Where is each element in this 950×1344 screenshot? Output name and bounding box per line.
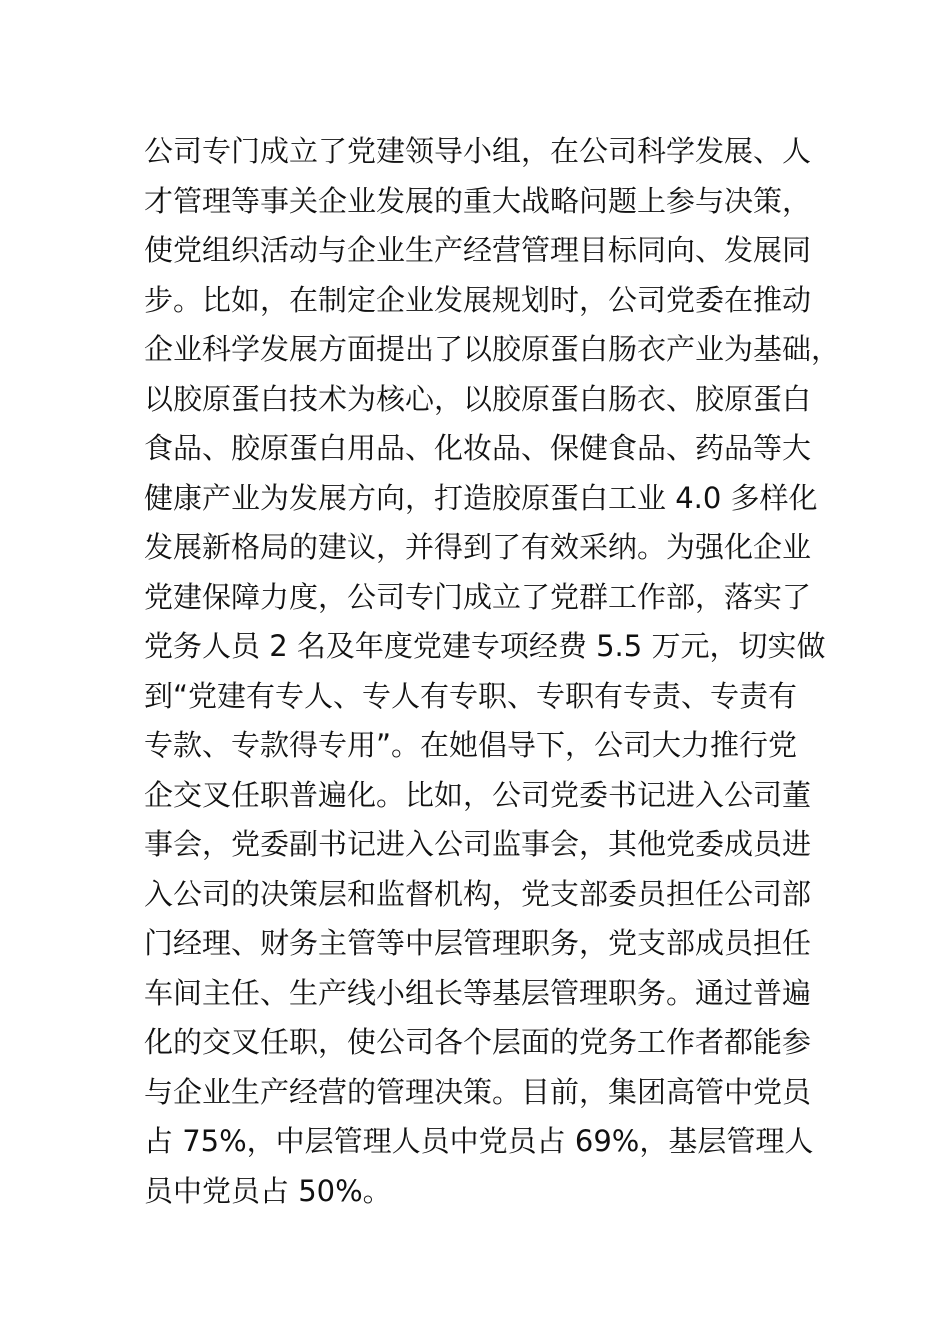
- text-line: 党务人员 2 名及年度党建专项经费 5.5 万元，切实做: [144, 629, 826, 663]
- text-line: 事会，党委副书记进入公司监事会，其他党委成员进: [144, 827, 812, 861]
- body-paragraph: [144, 127, 841, 1216]
- text-line: 专款、专款得专用”。在她倡导下，公司大力推行党: [144, 728, 798, 762]
- text-line: 步。比如，在制定企业发展规划时，公司党委在推动: [144, 282, 812, 317]
- text-line: 到“党建有专人、专人有专职、专职有专责、专责有: [144, 678, 798, 713]
- text-line: 门经理、财务主管等中层管理职务，党支部成员担任: [144, 926, 812, 960]
- text-line: 员中党员占 50%。: [144, 1173, 392, 1208]
- text-line: 党建保障力度，公司专门成立了党群工作部，落实了: [144, 579, 812, 614]
- text-line: 化的交叉任职，使公司各个层面的党务工作者都能参: [144, 1025, 812, 1059]
- text-line: 占 75%，中层管理人员中党员占 69%，基层管理人: [144, 1124, 814, 1158]
- text-line: 才管理等事关企业发展的重大战略问题上参与决策，: [144, 183, 812, 218]
- text-line: 企交叉任职普遍化。比如，公司党委书记进入公司董: [144, 777, 812, 812]
- text-line: 以胶原蛋白技术为核心，以胶原蛋白肠衣、胶原蛋白: [144, 381, 812, 416]
- text-line: 发展新格局的建议，并得到了有效采纳。为强化企业: [144, 530, 812, 564]
- text-line: 与企业生产经营的管理决策。目前，集团高管中党员: [144, 1074, 812, 1109]
- text-line: 车间主任、生产线小组长等基层管理职务。通过普遍: [144, 975, 812, 1010]
- text-line: 公司专门成立了党建领导小组，在公司科学发展、人: [144, 134, 812, 168]
- text-line: 入公司的决策层和监督机构，党支部委员担任公司部: [144, 876, 812, 911]
- text-line: 食品、胶原蛋白用品、化妆品、保健食品、药品等大: [144, 431, 812, 465]
- text-line: 企业科学发展方面提出了以胶原蛋白肠衣产业为基础，: [144, 332, 841, 366]
- text-line: 健康产业为发展方向，打造胶原蛋白工业 4.0 多样化: [144, 480, 818, 515]
- text-line: 使党组织活动与企业生产经营管理目标同向、发展同: [144, 233, 812, 267]
